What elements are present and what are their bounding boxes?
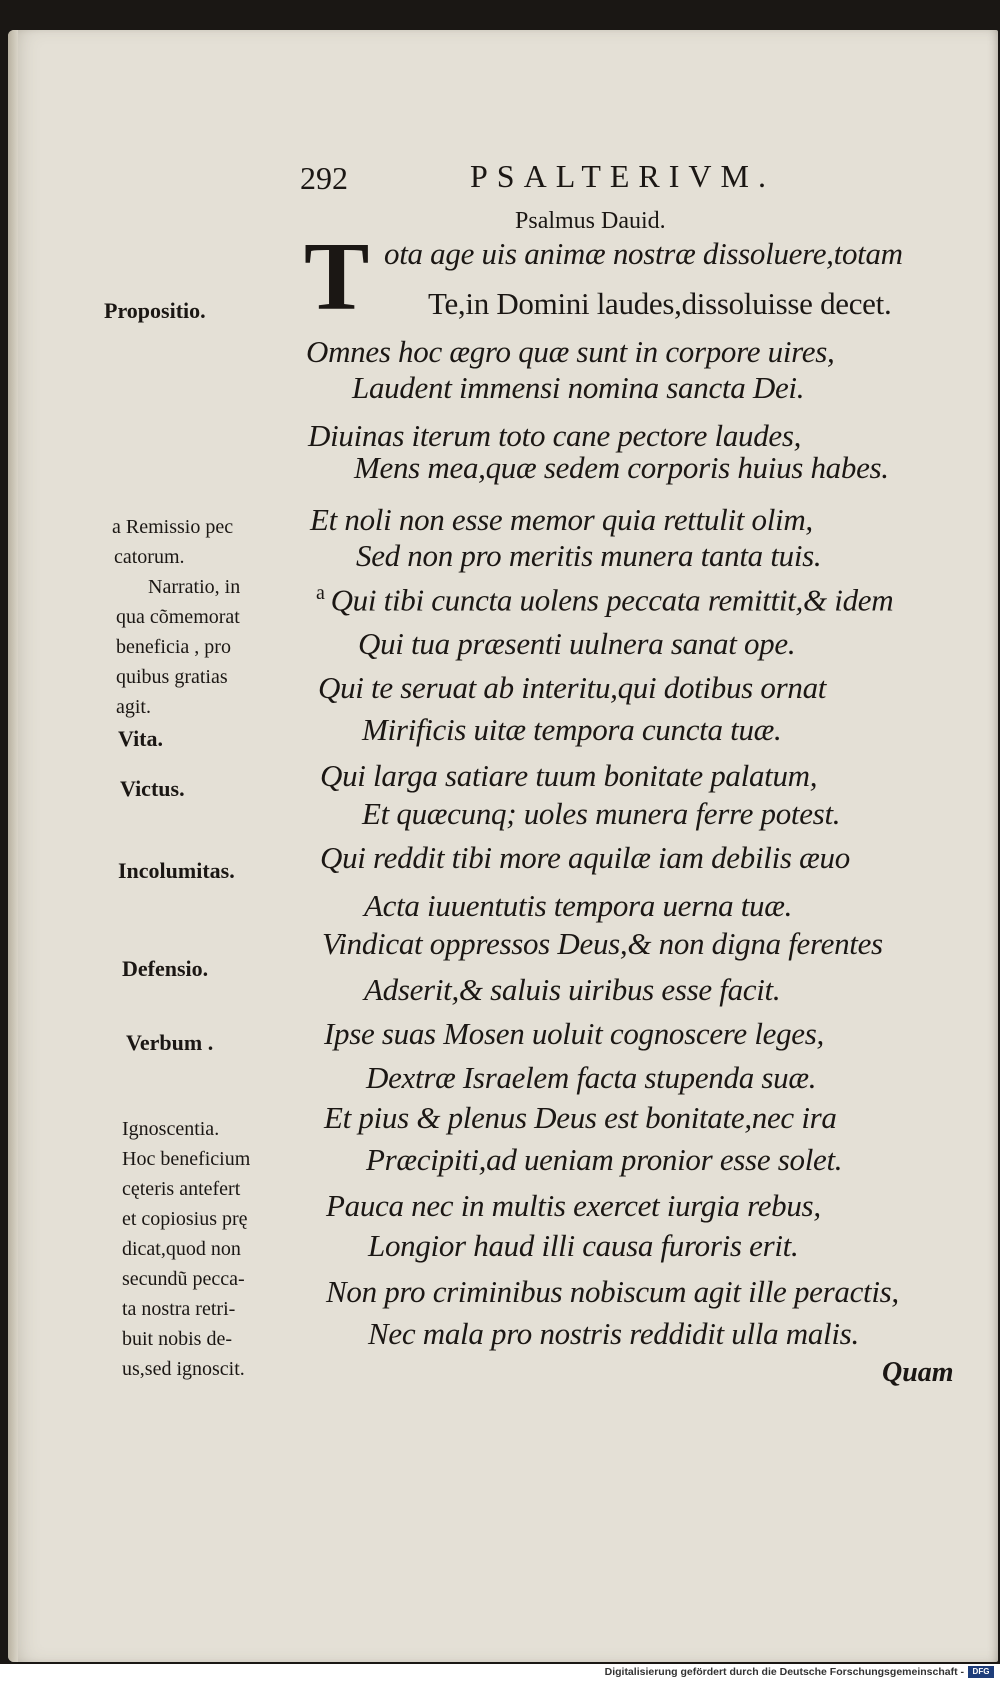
margin-note: quibus gratias: [116, 666, 228, 688]
margin-note: Narratio, in: [148, 576, 241, 598]
verse-line: Mens mea,quæ sedem corporis huius habes.: [354, 450, 889, 485]
margin-note: ta nostra retri-: [122, 1298, 236, 1320]
verse-line: Et quæcunq; uoles munera ferre potest.: [362, 796, 841, 831]
verse-line: Non pro criminibus nobiscum agit ille peractis,: [326, 1274, 899, 1309]
verse-line-footnoted: [316, 582, 893, 618]
footnote-marker: a: [316, 582, 325, 604]
margin-note: buit nobis de-: [122, 1328, 232, 1350]
margin-note: a Remissio pec: [112, 516, 234, 538]
verse-line: Mirificis uitæ tempora cuncta tuæ.: [362, 712, 782, 747]
catchword: Quam: [882, 1357, 954, 1388]
verse-line: Dextræ Israelem facta stupenda suæ.: [366, 1060, 817, 1095]
verse-line: Te,in Domini laudes,dissoluisse decet.: [428, 286, 892, 321]
dfg-logo-icon: DFG: [968, 1666, 994, 1678]
psalm-title: Psalmus Dauid.: [515, 208, 666, 234]
margin-note: cęteris antefert: [122, 1178, 241, 1200]
verse-line: Pauca nec in multis exercet iurgia rebus,: [326, 1188, 821, 1223]
verse-line: Adserit,& saluis uiribus esse facit.: [364, 972, 781, 1007]
verse-line: Diuinas iterum toto cane pectore laudes,: [308, 418, 802, 453]
verse-line: Qui te seruat ab interitu,qui dotibus ornat: [318, 670, 827, 705]
margin-note: Victus.: [120, 776, 185, 801]
verse-line: Et pius & plenus Deus est bonitate,nec ira: [324, 1100, 837, 1135]
page-gutter: [8, 30, 18, 1662]
margin-note: secundũ pecca-: [122, 1268, 245, 1290]
margin-note: qua cõmemorat: [116, 606, 240, 628]
margin-note: et copiosius prę: [122, 1208, 248, 1230]
verse-line: Laudent immensi nomina sancta Dei.: [352, 370, 805, 405]
verse-line: ota age uis animæ nostræ dissoluere,totam: [384, 236, 903, 271]
margin-note: Propositio.: [104, 298, 206, 323]
margin-note: Vita.: [118, 726, 164, 751]
footer-credit: Digitalisierung gefördert durch die Deutsche Forschungsgemeinschaft -: [604, 1666, 964, 1678]
verse-line: Vindicat oppressos Deus,& non digna ferentes: [322, 926, 883, 961]
verse-line: Qui larga satiare tuum bonitate palatum,: [320, 758, 818, 793]
margin-note: Incolumitas.: [118, 858, 235, 883]
drop-cap: T: [304, 223, 370, 331]
margin-note: Hoc beneficium: [122, 1148, 251, 1170]
verse-line: Sed non pro meritis munera tanta tuis.: [356, 538, 822, 573]
verse-line: Longior haud illi causa furoris erit.: [368, 1228, 799, 1263]
margin-note: Defensio.: [122, 956, 209, 981]
verse-line: Qui tibi cuncta uolens peccata remittit,& idem: [330, 582, 894, 618]
margin-note: agit.: [116, 696, 151, 718]
page-number: 292: [300, 160, 348, 196]
margin-note: catorum.: [114, 546, 185, 568]
verse-line: Qui reddit tibi more aquilæ iam debilis æuo: [320, 840, 850, 875]
margin-note: beneficia , pro: [116, 636, 231, 658]
margin-note: dicat,quod non: [122, 1238, 241, 1260]
margin-note: us,sed ignoscit.: [122, 1358, 245, 1380]
verse-line: Acta iuuentutis tempora uerna tuæ.: [364, 888, 793, 923]
margin-note: Ignoscentia.: [122, 1118, 220, 1140]
verse-line: Præcipiti,ad ueniam pronior esse solet.: [366, 1142, 843, 1177]
verse-line: Et noli non esse memor quia rettulit olim,: [310, 502, 813, 537]
verse-line: Nec mala pro nostris reddidit ulla malis.: [368, 1316, 859, 1351]
margin-note: Verbum .: [126, 1030, 214, 1055]
verse-line: Omnes hoc ægro quæ sunt in corpore uires,: [306, 334, 835, 369]
verse-line: Qui tua præsenti uulnera sanat ope.: [358, 626, 796, 661]
verse-line: Ipse suas Mosen uoluit cognoscere leges,: [324, 1016, 824, 1051]
running-head: PSALTERIVM.: [470, 158, 775, 194]
